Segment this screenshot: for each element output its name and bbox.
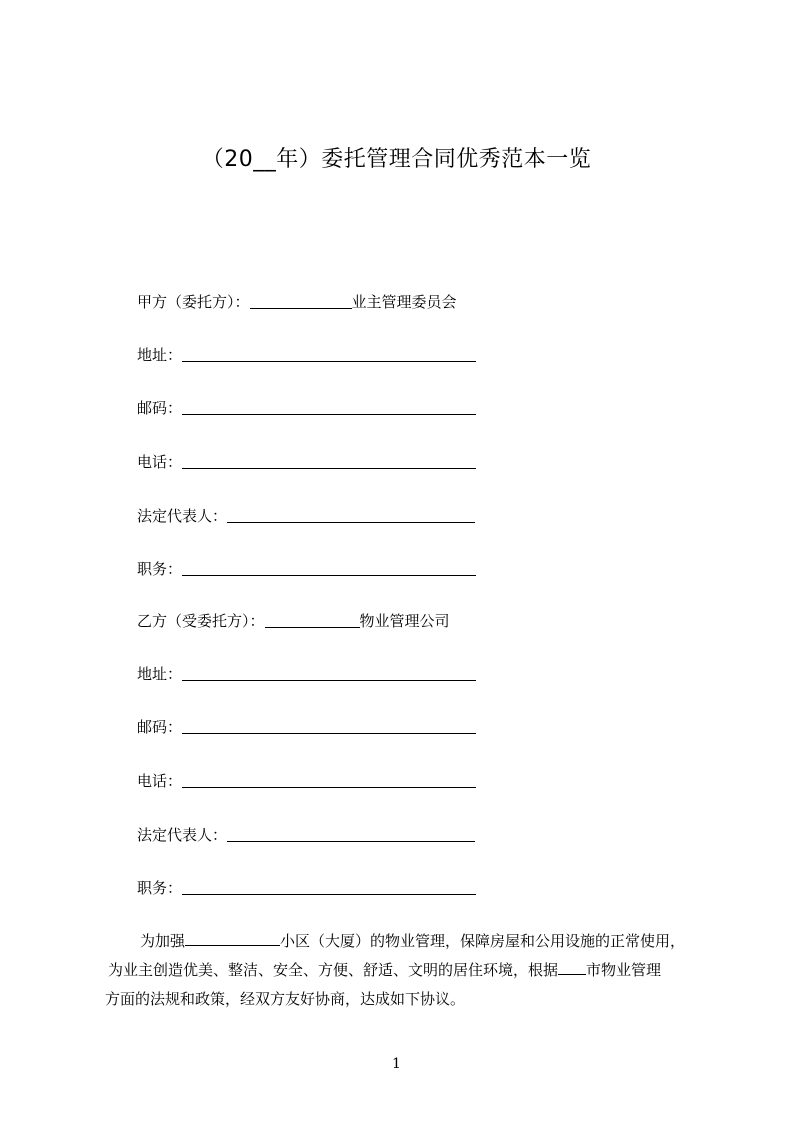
party-b-position-row	[137, 878, 476, 898]
field-label: 地址：	[137, 346, 183, 364]
party-a-position-blank[interactable]	[182, 561, 476, 576]
field-label: 地址：	[137, 665, 183, 683]
party-b-row	[137, 611, 450, 631]
party-a-legal-rep-blank[interactable]	[227, 508, 475, 523]
paragraph-text: 小区（大厦）的物业管理，保障房屋和公用设施的正常使用，	[280, 932, 686, 950]
party-b-suffix: 物业管理公司	[359, 612, 450, 630]
paragraph-text: 为业主创造优美、整洁、安全、方便、舒适、文明的居住环境，根据	[108, 961, 559, 979]
party-b-legal-rep-blank[interactable]	[227, 827, 475, 842]
party-b-address-row	[137, 664, 476, 684]
party-a-row	[137, 292, 457, 312]
party-b-phone-blank[interactable]	[182, 773, 476, 788]
paragraph-line	[105, 956, 705, 985]
city-name-blank[interactable]	[558, 960, 586, 975]
party-b-postcode-row	[137, 717, 476, 737]
party-a-suffix: 业主管理委员会	[351, 293, 457, 311]
party-b-label: 乙方（受委托方）：	[137, 612, 265, 630]
document-title: （20__年）委托管理合同优秀范本一览	[201, 147, 592, 172]
party-a-address-blank[interactable]	[182, 347, 476, 362]
field-label: 电话：	[137, 772, 183, 790]
field-label: 邮码：	[137, 399, 183, 417]
community-name-blank[interactable]	[185, 931, 280, 946]
party-b-position-blank[interactable]	[182, 880, 476, 895]
paragraph-text: 市物业管理	[586, 961, 662, 979]
party-b-legal-rep-row	[137, 825, 475, 845]
field-label: 职务：	[137, 560, 183, 578]
party-a-position-row	[137, 559, 476, 579]
intro-paragraph	[105, 927, 705, 1014]
field-label: 法定代表人：	[137, 826, 228, 844]
party-b-name-blank[interactable]	[265, 613, 360, 628]
party-a-phone-blank[interactable]	[182, 454, 476, 469]
paragraph-text: 为加强	[140, 932, 186, 950]
party-a-legal-rep-row	[137, 506, 475, 526]
paragraph-line: 方面的法规和政策，经双方友好协商，达成如下协议。	[105, 990, 466, 1008]
paragraph-line	[105, 927, 705, 956]
party-a-label: 甲方（委托方）：	[137, 293, 250, 311]
field-label: 法定代表人：	[137, 507, 228, 525]
party-b-address-blank[interactable]	[182, 666, 476, 681]
party-a-phone-row	[137, 452, 476, 472]
party-a-postcode-blank[interactable]	[182, 400, 476, 415]
field-label: 职务：	[137, 879, 183, 897]
field-label: 电话：	[137, 453, 183, 471]
party-b-postcode-blank[interactable]	[182, 719, 476, 734]
page-number: 1	[392, 1056, 401, 1072]
party-a-address-row	[137, 345, 476, 365]
party-a-name-blank[interactable]	[250, 294, 352, 309]
party-a-postcode-row	[137, 398, 476, 418]
party-b-phone-row	[137, 771, 476, 791]
field-label: 邮码：	[137, 718, 183, 736]
